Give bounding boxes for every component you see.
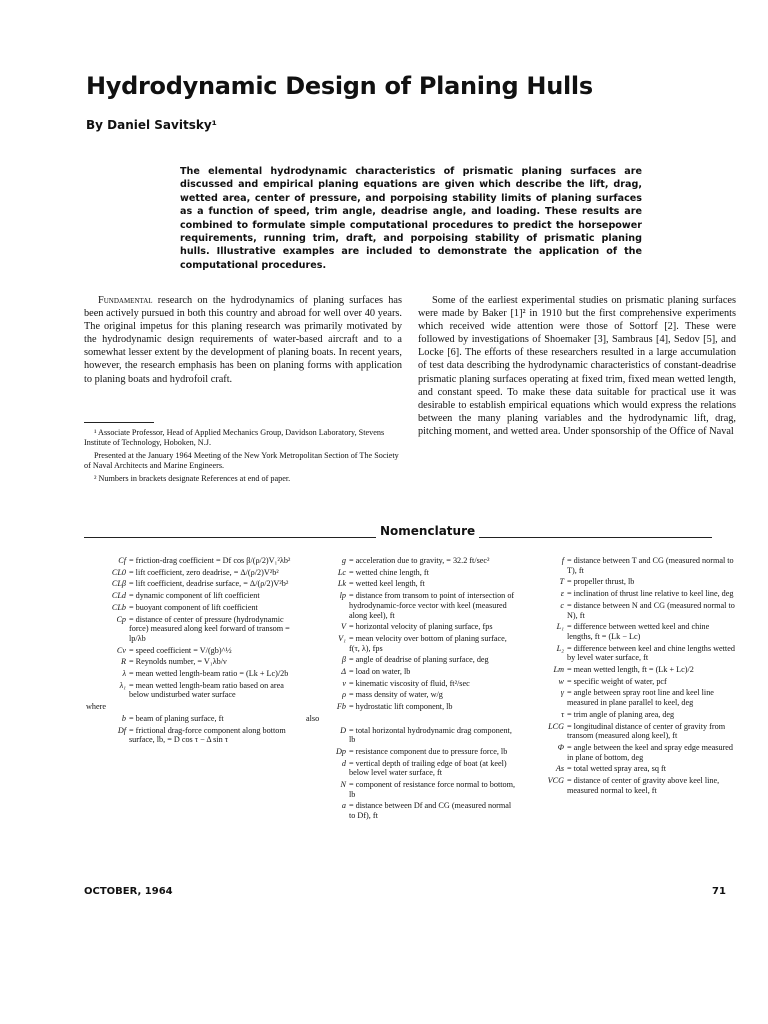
nomenclature-symbol: N xyxy=(340,780,346,790)
nomenclature-entry xyxy=(304,780,516,799)
nomenclature-entry xyxy=(304,591,516,620)
intro-paragraph xyxy=(84,294,402,386)
nomenclature-entry xyxy=(304,556,516,566)
nomenclature-entry xyxy=(84,646,300,656)
nomenclature-definition: = load on water, lb xyxy=(349,667,411,677)
nomenclature-definition: = angle between the keel and spray edge measured in plane of bottom, deg xyxy=(567,742,734,762)
nomenclature-definition: = wetted chine length, ft xyxy=(349,567,429,577)
nomenclature-symbol: R xyxy=(120,657,126,667)
nomenclature-entry xyxy=(522,622,736,641)
nomenclature-entry xyxy=(84,657,300,667)
nomenclature-entry xyxy=(304,667,516,677)
nomenclature-definition: = distance between N and CG (measured normal to N), ft xyxy=(567,600,735,620)
nomenclature-definition: = lift coefficient, deadrise surface, = Δ/(ρ/2)V²b² xyxy=(129,579,289,589)
nomenclature-symbol: L₁ xyxy=(556,622,564,632)
nomenclature-definition: = vertical depth of trailing edge of boat (at keel) below level water surface, ft xyxy=(349,758,507,778)
nomenclature-definition: = total wetted spray area, sq ft xyxy=(567,764,666,774)
nomenclature-symbol: T xyxy=(559,577,564,587)
nomenclature-symbol: c xyxy=(560,600,564,610)
nomenclature-symbol: b xyxy=(121,713,126,723)
nomenclature-symbol: VCG xyxy=(547,776,564,786)
nomenclature-entry xyxy=(522,722,736,741)
nomenclature-symbol: LCG xyxy=(548,721,564,731)
nomenclature-symbol: τ xyxy=(561,709,564,719)
nomenclature-symbol: ρ xyxy=(342,690,346,700)
nomenclature-definition: = inclination of thrust line relative to keel line, deg xyxy=(567,589,734,599)
intro-text: research on the hydrodynamics of planing surfaces has been actively pursued in both this country and abroad for well over 40 years. The original impetus for this planing research was primarily motivated by the hydrodynamic design requirements of water-based aircraft and to a somewhat lesser extent by the development of planing boats. In recent years, however, the research emphasis has been on planing forms with application to planing boats and hydrofoil craft. xyxy=(84,295,402,385)
nomenclature-definition: = angle of deadrise of planing surface, deg xyxy=(349,655,489,665)
nomenclature-symbol: Lc xyxy=(337,567,346,577)
nomenclature-symbol: Lk xyxy=(337,579,346,589)
footer-date: OCTOBER, 1964 xyxy=(84,886,173,897)
nomenclature-symbol: λ xyxy=(122,669,126,679)
nomenclature-definition: = distance of center of gravity above keel line, measured normal to keel, ft xyxy=(567,776,720,795)
nomenclature-heading: Nomenclature xyxy=(376,524,479,538)
nomenclature-connector: also xyxy=(306,713,320,723)
body-column-right xyxy=(418,294,736,438)
nomenclature-symbol: ε xyxy=(560,589,564,599)
nomenclature-entry xyxy=(304,622,516,632)
nomenclature-definition: = friction-drag coefficient = Df cos β/(ρ/2)V₁²λb² xyxy=(129,556,291,565)
nomenclature-entry xyxy=(522,665,736,675)
lead-word: Fundamental xyxy=(98,295,153,306)
nomenclature-entry xyxy=(304,801,516,820)
nomenclature-definition: = lift coefficient, zero deadrise, = Δ/(ρ/2)V²b² xyxy=(129,567,279,577)
nomenclature-column-3 xyxy=(522,556,736,797)
nomenclature-entry xyxy=(84,615,300,644)
nomenclature-definition: = component of resistance force normal to bottom, lb xyxy=(349,780,516,799)
nomenclature-connector: where xyxy=(86,702,107,712)
nomenclature-symbol: Fb xyxy=(336,702,346,712)
nomenclature-entry xyxy=(522,556,736,575)
nomenclature-definition: = dynamic component of lift coefficient xyxy=(129,591,260,601)
nomenclature-symbol: a xyxy=(341,801,346,811)
footnotes xyxy=(84,428,402,486)
nomenclature-definition: = longitudinal distance of center of gravity from transom (measured along keel), ft xyxy=(567,721,726,741)
nomenclature-entry xyxy=(522,601,736,620)
nomenclature-definition: = Reynolds number, = V₁λb/ν xyxy=(129,657,227,667)
nomenclature-definition: = mean velocity over bottom of planing surface, f(τ, λ), fps xyxy=(349,633,507,653)
nomenclature-definition: = total horizontal hydrodynamic drag component, lb xyxy=(349,725,512,745)
nomenclature-entry xyxy=(522,743,736,762)
nomenclature-entry xyxy=(304,747,516,757)
nomenclature-symbol: γ xyxy=(560,688,564,698)
nomenclature-definition: = difference between keel and chine lengths wetted by level water surface, ft xyxy=(567,643,735,663)
nomenclature-symbol: As xyxy=(555,764,564,774)
nomenclature-symbol: f xyxy=(561,556,564,565)
nomenclature-definition: = mean wetted length, ft = (Lk + Lc)/2 xyxy=(567,665,694,675)
nomenclature-definition: = mean wetted length-beam ratio based on area below undisturbed water surface xyxy=(129,680,284,700)
nomenclature-entry xyxy=(304,690,516,700)
nomenclature-entry xyxy=(522,710,736,720)
nomenclature-symbol: d xyxy=(341,758,346,768)
nomenclature-symbol: Φ xyxy=(557,742,564,752)
nomenclature-definition: = kinematic viscosity of fluid, ft²/sec xyxy=(349,678,470,688)
nomenclature-symbol: Df xyxy=(117,725,126,735)
page-number: 71 xyxy=(712,886,726,897)
nomenclature-definition: = distance between T and CG (measured normal to T), ft xyxy=(567,556,734,575)
footnote-3: ² Numbers in brackets designate References at end of paper. xyxy=(94,473,291,483)
history-paragraph: Some of the earliest experimental studies on prismatic planing surfaces were made by Baker [1]² in 1910 but the first comprehensive experiments which received wide attention were those of Sottorf [2]. These were followed by investigations of Shoemaker [3], Sambraus [4], Sedov [5], and Locke [6]. The efforts of these researchers resulted in a large accumulation of test data describing the hydrodynamic characteristics of constant-deadrise prismatic planing surfaces operating at fixed trim, fixed mean wetted length, and constant speed. To make these data suitable for practical use it was desirable to establish empirical equations which would express the relations between the many planing variables and the hydrodynamic lift, drag, pitching moment, and wetted area. Under sponsorship of the Office of Naval xyxy=(418,295,736,437)
nomenclature-entry xyxy=(304,568,516,578)
nomenclature-entry xyxy=(84,726,300,745)
nomenclature-symbol: Dp xyxy=(335,746,346,756)
nomenclature-rule-left xyxy=(84,537,384,538)
nomenclature-entry xyxy=(84,714,300,724)
nomenclature-entry xyxy=(304,634,516,653)
paper-title: Hydrodynamic Design of Planing Hulls xyxy=(86,72,593,100)
nomenclature-entry xyxy=(304,655,516,665)
nomenclature-definition: = resistance component due to pressure force, lb xyxy=(349,746,508,756)
footnote-rule xyxy=(84,422,154,423)
nomenclature-definition: = difference between wetted keel and chine lengths, ft = (Lk − Lc) xyxy=(567,622,710,641)
nomenclature-entry xyxy=(522,589,736,599)
nomenclature-definition: = specific weight of water, pcf xyxy=(567,676,667,686)
nomenclature-definition: = distance of center of pressure (hydrodynamic force) measured along keel forward of transom = lp/λb xyxy=(129,614,290,643)
nomenclature-symbol: λ₁ xyxy=(119,680,126,690)
nomenclature-symbol: CL0 xyxy=(111,567,126,577)
nomenclature-definition: = angle between spray root line and keel line measured in plane parallel to keel, deg xyxy=(567,688,714,708)
nomenclature-entry xyxy=(84,568,300,578)
nomenclature-definition: = mass density of water, w/g xyxy=(349,690,443,700)
nomenclature-rule-right xyxy=(464,537,712,538)
author-line: By Daniel Savitsky¹ xyxy=(86,118,217,132)
nomenclature-definition: = horizontal velocity of planing surface, fps xyxy=(349,622,493,632)
nomenclature-column-1 xyxy=(84,556,300,747)
nomenclature-symbol: g xyxy=(341,556,346,565)
nomenclature-definition: = acceleration due to gravity, = 32.2 ft/sec² xyxy=(349,556,490,565)
nomenclature-symbol: L₂ xyxy=(556,643,564,653)
nomenclature-symbol: CLd xyxy=(111,591,126,601)
nomenclature-symbol: Cp xyxy=(116,614,126,624)
nomenclature-header xyxy=(84,524,712,542)
nomenclature-definition: = distance between Df and CG (measured normal to Df), ft xyxy=(349,801,512,821)
nomenclature-entry xyxy=(304,579,516,589)
footnote-1: ¹ Associate Professor, Head of Applied Mechanics Group, Davidson Laboratory, Stevens Institute of Technology, Hoboken, N.J. xyxy=(84,428,385,448)
nomenclature-entry xyxy=(522,577,736,587)
nomenclature-definition: = buoyant component of lift coefficient xyxy=(129,602,258,612)
nomenclature-definition: = mean wetted length-beam ratio = (Lk + Lc)/2b xyxy=(129,669,289,679)
nomenclature-symbol: lp xyxy=(339,591,346,601)
nomenclature-symbol: Δ xyxy=(341,667,346,677)
nomenclature-entry xyxy=(522,776,736,795)
footnote-2: Presented at the January 1964 Meeting of the New York Metropolitan Section of The Society of Naval Architects and Marine Engineers. xyxy=(84,450,399,471)
nomenclature-column-2 xyxy=(304,556,516,823)
nomenclature-symbol: D xyxy=(340,725,346,735)
nomenclature-symbol: w xyxy=(558,676,564,686)
nomenclature-symbol: ν xyxy=(342,678,346,688)
nomenclature-entry xyxy=(84,591,300,601)
nomenclature-entry xyxy=(304,726,516,745)
nomenclature-symbol: β xyxy=(341,655,346,665)
nomenclature-symbol: Cf xyxy=(118,556,126,565)
nomenclature-entry xyxy=(84,603,300,613)
nomenclature-entry xyxy=(304,759,516,778)
nomenclature-definition: = hydrostatic lift component, lb xyxy=(349,702,453,712)
nomenclature-symbol: V₁ xyxy=(338,633,346,643)
nomenclature-entry xyxy=(84,579,300,589)
body-column-left xyxy=(84,294,402,386)
nomenclature-symbol: V xyxy=(340,622,346,632)
nomenclature-definition: = trim angle of planing area, deg xyxy=(567,709,675,719)
nomenclature-definition: = beam of planing surface, ft xyxy=(129,713,224,723)
nomenclature-entry xyxy=(84,669,300,679)
nomenclature-definition: = speed coefficient = V/(gb)^½ xyxy=(129,645,232,655)
nomenclature-entry xyxy=(522,677,736,687)
nomenclature-symbol: CLβ xyxy=(111,579,126,589)
nomenclature-definition: = propeller thrust, lb xyxy=(567,577,635,587)
nomenclature-entry xyxy=(304,679,516,689)
nomenclature-entry xyxy=(522,764,736,774)
nomenclature-symbol: Cv xyxy=(116,645,126,655)
nomenclature-entry xyxy=(522,688,736,707)
nomenclature-entry xyxy=(522,644,736,663)
nomenclature-definition: = distance from transom to point of intersection of hydrodynamic-force vector with keel (measured along keel), ft xyxy=(349,591,515,620)
nomenclature-entry xyxy=(304,702,516,712)
nomenclature-symbol: Lm xyxy=(553,665,564,675)
nomenclature-symbol: CLb xyxy=(111,602,126,612)
abstract: The elemental hydrodynamic characteristics of prismatic planing surfaces are discussed and empirical planing equations are given which describe the lift, drag, wetted area, center of pressure, and porpoising stability limits of planing surfaces as a function of speed, trim angle, deadrise angle, and loading. These results are combined to formulate simple computational procedures to predict the horsepower requirements, running trim, draft, and porpoising stability of prismatic planing hulls. Illustrative examples are included to demonstrate the application of the computational procedures. xyxy=(180,166,642,271)
nomenclature-definition: = frictional drag-force component along bottom surface, lb, = D cos τ − Δ sin τ xyxy=(129,725,286,745)
nomenclature-entry xyxy=(84,681,300,700)
nomenclature-entry xyxy=(84,556,300,566)
nomenclature-definition: = wetted keel length, ft xyxy=(349,579,425,589)
